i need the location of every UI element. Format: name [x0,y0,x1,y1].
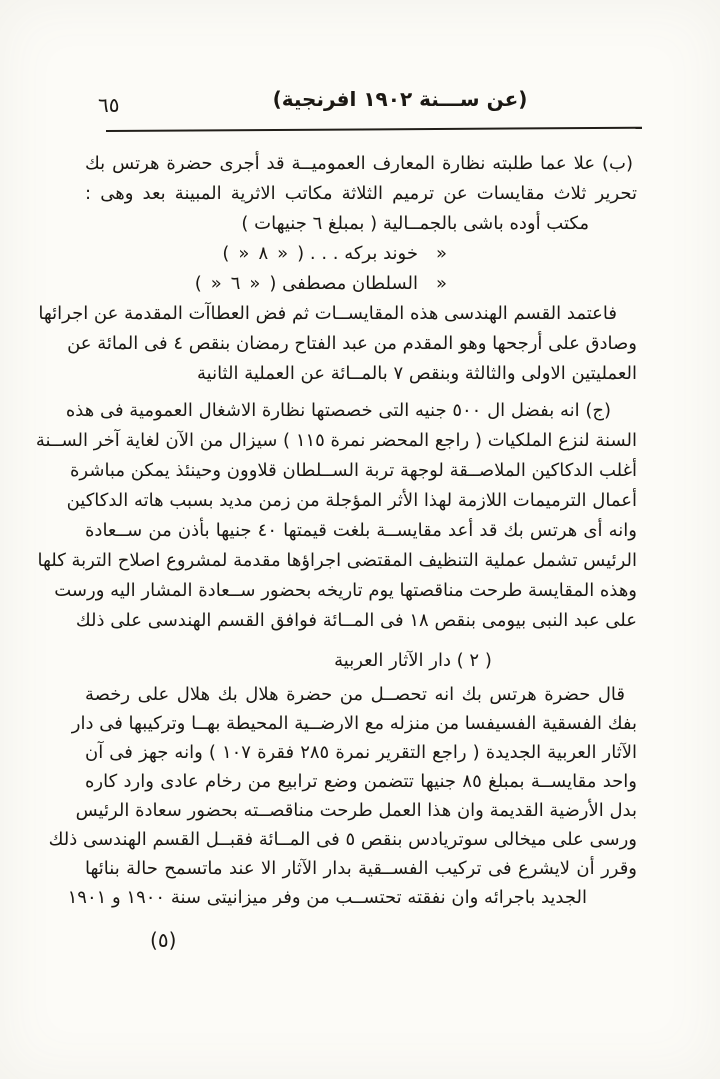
text-line: قال حضرة هرتس بك انه تحصــل من حضرة هلال بك هلال على رخصة [85,684,625,705]
text-line: الرئيس تشمل عملية التنظيف المقتضى اجراؤها مقدمة لمشروع اصلاح التربة كلها [37,550,637,571]
text-line: الجديد باجرائه وان نفقته تحتســب من وفر ميزانيتى سنة ١٩٠٠ و ١٩٠١ [67,887,587,908]
footer-mark: (٥) [150,928,177,952]
text-line: وصادق على أرجحها وهو المقدم من عبد الفتاح رمضان بنقص ٤ فى المائة عن [67,333,637,354]
text-line: بدل الأرضية القديمة وان هذا العمل طرحت مناقصــته بحضور سعادة الرئيس [75,800,637,821]
header-divider [106,127,642,132]
text-line: وانه أى هرتس بك قد أعد مقايســة بلغت قيمتها ٤٠ جنيها بأذن من ســعادة [85,520,637,541]
text-line: العمليتين الاولى والثالثة وبنقص ٧ بالمــائة عن العملية الثانية [196,363,637,384]
text-line: (ب) علا عما طلبته نظارة المعارف العموميــة قد أجرى حضرة هرتس بك [85,153,633,174]
paragraph-b [38,149,637,389]
text-line: فاعتمد القسم الهندسى هذه المقايســات ثم فض العطاآت المقدمة عن اجرائها [38,303,617,324]
text-line: أعمال الترميمات اللازمة لهذا الأثر المؤجلة من زمن مديد بسبب هاته الدكاكين [66,490,637,511]
text-line: وقرر أن لايشرع فى تركيب الفســقية بدار الآثار الا عند ماتسمح حالة بنائها [85,858,637,879]
text-line: تحرير ثلاث مقايسات عن ترميم الثلاثة مكاتب الاثرية المبينة بعد وهى : [85,183,637,204]
paragraph-j [35,396,637,636]
section-heading: ( ٢ ) دار الآثار العربية [334,650,492,671]
header-title: (عن ســـنة ١٩٠٢ افرنجية) [272,87,528,111]
text-line: بفك الفسقية الفسيفسا من منزله مع الارضــية المحيطة بهــا وتركيبها فى دار [71,713,637,734]
fee-list-item: « السلطان مصطفى ( « ٦ « ) [194,273,447,294]
text-line: السنة لنزع الملكيات ( راجع المحضر نمرة ١١٥ ) سيزال من الآن لغاية آخر الســنة [35,430,637,451]
page-number: ٦٥ [98,93,120,117]
text-line: مكتب أوده باشى بالجمــالية ( بمبلغ ٦ جنيهات ) [241,213,589,234]
text-line: واحد مقايســة بمبلغ ٨٥ جنيها تتضمن وضع ترابيع من رخام عادى وارد كاره [85,771,637,792]
text-line: الآثار العربية الجديدة ( راجع التقرير نمرة ٢٨٥ فقرة ١٠٧ ) وانه جهز فى آن [85,742,637,763]
text-line: أغلب الدكاكين الملاصــقة لوجهة تربة الســلطان قلاوون وحينئذ يمكن مباشرة [70,460,637,481]
text-line: ورسى على ميخالى سوتريادس بنقص ٥ فى المــائة فقبــل القسم الهندسى ذلك [48,829,637,850]
text-line: (ج) انه بفضل ال ٥٠٠ جنيه التى خصصتها نظارة الاشغال العمومية فى هذه [65,400,611,421]
paragraph-dar [48,680,637,912]
fee-list-item: « خوند بركه . . . ( « ٨ « ) [222,243,447,264]
text-line: وهذه المقايسة طرحت مناقصتها يوم تاريخه بحضور ســعادة المشار اليه ورست [54,580,637,601]
text-line: على عبد النبى بيومى بنقص ١٨ فى المــائة فوافق القسم الهندسى على ذلك [75,610,637,631]
